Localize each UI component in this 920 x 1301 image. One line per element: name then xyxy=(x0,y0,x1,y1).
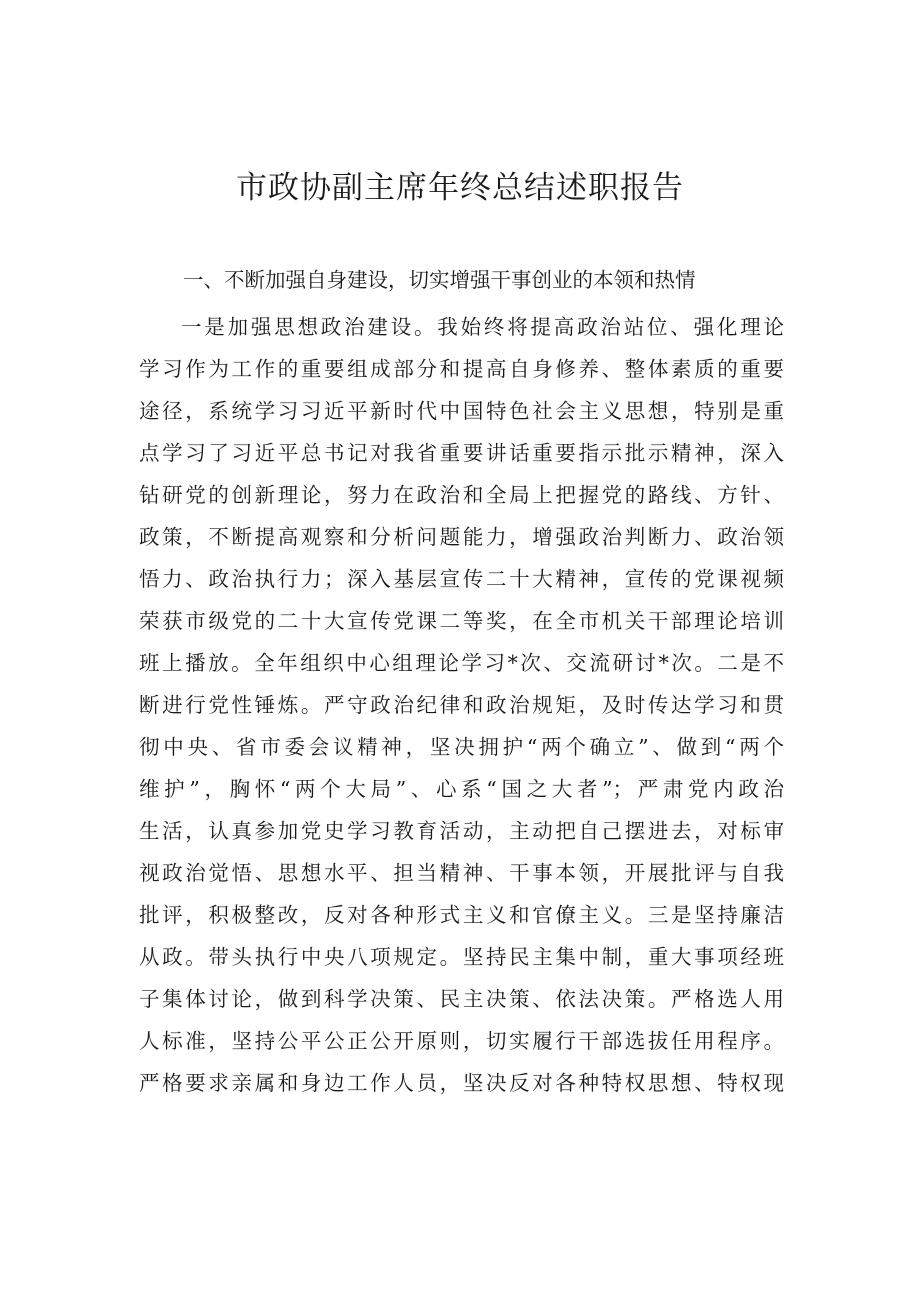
paragraph-line: 悟力、政治执行力；深入基层宣传二十大精神，宣传的党课视频 xyxy=(139,567,784,591)
document-title: 市政协副主席年终总结述职报告 xyxy=(236,170,684,206)
paragraph-line: 钻研党的创新理论，努力在政治和全局上把握党的路线、方针、 xyxy=(139,483,784,507)
paragraph-line: 人标准，坚持公平公正公开原则，切实履行干部选拔任用程序。 xyxy=(139,1029,784,1053)
paragraph-line: 班上播放。全年组织中心组理论学习*次、交流研讨*次。二是不 xyxy=(139,651,784,675)
paragraph-line: 断进行党性锤炼。严守政治纪律和政治规矩，及时传达学习和贯 xyxy=(139,693,784,717)
paragraph-line: 从政。带头执行中央八项规定。坚持民主集中制，重大事项经班 xyxy=(139,945,784,969)
paragraph-line: 批评，积极整改，反对各种形式主义和官僚主义。三是坚持廉洁 xyxy=(139,903,784,927)
paragraph-line: 维护”，胸怀“两个大局”、心系“国之大者”；严肃党内政治 xyxy=(139,777,784,801)
body-paragraph xyxy=(139,306,784,1104)
paragraph-line: 政策，不断提高观察和分析问题能力，增强政治判断力、政治领 xyxy=(139,525,784,549)
paragraph-line: 学习作为工作的重要组成部分和提高自身修养、整体素质的重要 xyxy=(139,357,784,381)
paragraph-line: 点学习了习近平总书记对我省重要讲话重要指示批示精神，深入 xyxy=(139,441,784,465)
paragraph-line: 生活，认真参加党史学习教育活动，主动把自己摆进去，对标审 xyxy=(139,819,784,843)
paragraph-line: 子集体讨论，做到科学决策、民主决策、依法决策。严格选人用 xyxy=(139,987,784,1011)
paragraph-line: 一是加强思想政治建设。我始终将提高政治站位、强化理论 xyxy=(181,315,784,339)
paragraph-line: 严格要求亲属和身边工作人员，坚决反对各种特权思想、特权现 xyxy=(139,1071,784,1095)
paragraph-line: 荣获市级党的二十大宣传党课二等奖，在全市机关干部理论培训 xyxy=(139,609,784,633)
paragraph-line: 视政治觉悟、思想水平、担当精神、干事本领，开展批评与自我 xyxy=(139,861,784,885)
paragraph-line: 途径，系统学习习近平新时代中国特色社会主义思想，特别是重 xyxy=(139,399,784,423)
section-heading: 一、不断加强自身建设，切实增强干事创业的本领和热情 xyxy=(183,268,696,292)
paragraph-line: 彻中央、省市委会议精神，坚决拥护“两个确立”、做到“两个 xyxy=(139,735,784,759)
